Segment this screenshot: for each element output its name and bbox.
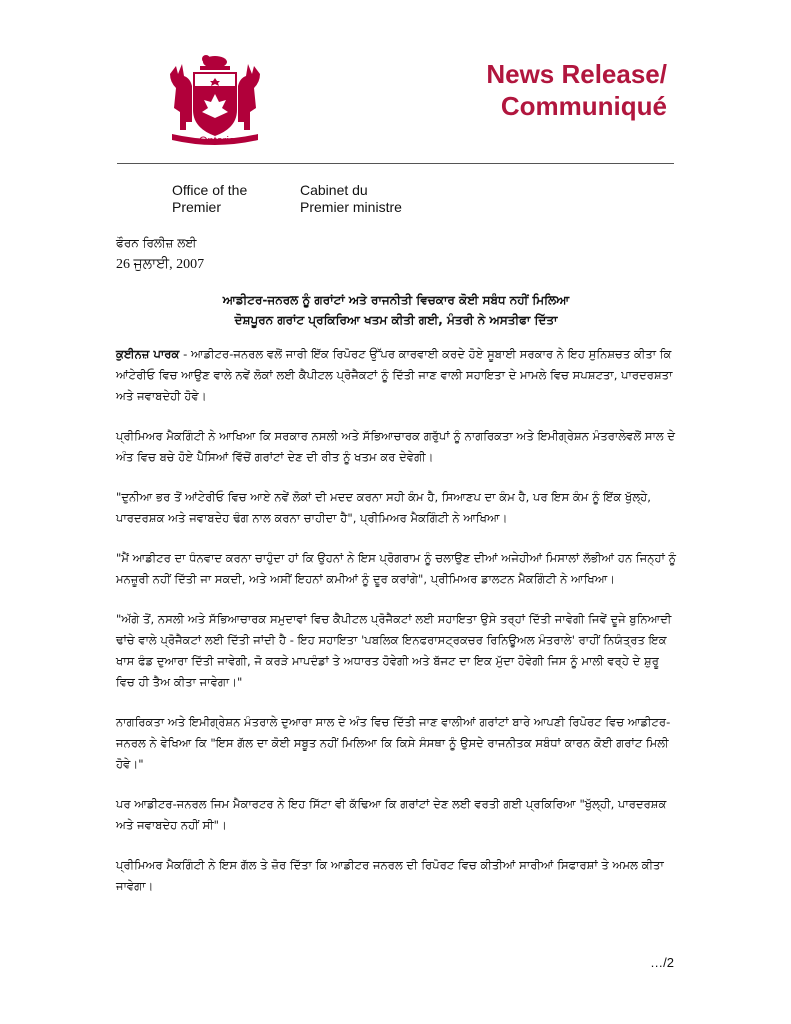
headline [116, 290, 676, 330]
office-english [172, 182, 247, 216]
headline-line-1: ਆਡੀਟਰ-ਜਨਰਲ ਨੂੰ ਗਰਾਂਟਾਂ ਅਤੇ ਰਾਜਨੀਤੀ ਵਿਚਕਾਰ ਕੋਈ ਸਬੰਧ ਨਹੀਂ ਮਿਲਿਆ [222, 293, 570, 307]
dateline: ਕੁਈਨਜ਼ ਪਾਰਕ [116, 347, 180, 361]
office-en-line-2: Premier [172, 199, 222, 215]
office-en-line-1: Office of the [172, 182, 248, 198]
title-line-1: News Release/ [486, 59, 667, 89]
paragraph-4: "ਮੈਂ ਆਡੀਟਰ ਦਾ ਧੰਨਵਾਦ ਕਰਨਾ ਚਾਹੁੰਦਾ ਹਾਂ ਕਿ ਉਹਨਾਂ ਨੇ ਇਸ ਪ੍ਰੋਗਰਾਮ ਨੂੰ ਚਲਾਉਣ ਦੀਆਂ ਅਜੇਹੀਆਂ ਮਿਸਾਲਾਂ ਲੱਭੀਆਂ ਹਨ ਜਿਨ੍ਹਾਂ ਨੂੰ ਮਨਜ਼ੂਰੀ ਨਹੀਂ ਦਿੱਤੀ ਜਾ ਸਕਦੀ, ਅਤੇ ਅਸੀਂ ਇਹਨਾਂ ਕਮੀਆਂ ਨੂੰ ਦੂਰ ਕਰਾਂਗੇ", ਪ੍ਰੀਮਿਅਰ ਡਾਲਟਨ ਮੈਕਗਿੰਟੀ ਨੇ ਆਖਿਆ। [116, 551, 677, 586]
paragraph-1 [116, 344, 678, 407]
ontario-logo-word: Ontario [198, 135, 236, 147]
office-fr-line-2: Premier ministre [300, 199, 402, 215]
article-body [116, 344, 678, 916]
paragraph-2: ਪ੍ਰੀਮਿਅਰ ਮੈਕਗਿੰਟੀ ਨੇ ਆਖਿਆ ਕਿ ਸਰਕਾਰ ਨਸਲੀ ਅਤੇ ਸੱਭਿਆਚਾਰਕ ਗਰੁੱਪਾਂ ਨੂੰ ਨਾਗਰਿਕਤਾ ਅਤੇ ਇਮੀਗ੍ਰੇਸ਼ਨ ਮੰਤਰਾਲੇਵਲੋਂ ਸਾਲ ਦੇ ਅੰਤ ਵਿਚ ਬਚੇ ਹੋਏ ਪੈਸਿਆਂ ਵਿੱਚੋਂ ਗਰਾਂਟਾਂ ਦੇਣ ਦੀ ਰੀਤ ਨੂੰ ਖਤਮ ਕਰ ਦੇਵੇਗੀ। [116, 429, 676, 464]
headline-line-2: ਦੋਸ਼ਪੂਰਨ ਗਰਾਂਟ ਪ੍ਰਕਿਰਿਆ ਖਤਮ ਕੀਤੀ ਗਈ, ਮੰਤਰੀ ਨੇ ਅਸਤੀਫਾ ਦਿੱਤਾ [234, 313, 558, 327]
paragraph-3: "ਦੁਨੀਆ ਭਰ ਤੋਂ ਆਂਟੇਰੀਓ ਵਿਚ ਆਏ ਨਵੇਂ ਲੋਕਾਂ ਦੀ ਮਦਦ ਕਰਨਾ ਸਹੀ ਕੰਮ ਹੈ, ਸਿਆਣਪ ਦਾ ਕੰਮ ਹੈ, ਪਰ ਇਸ ਕੰਮ ਨੂੰ ਇੱਕ ਖੁੱਲ੍ਹੇ, ਪਾਰਦਰਸ਼ਕ ਅਤੇ ਜਵਾਬਦੇਹ ਢੰਗ ਨਾਲ ਕਰਨਾ ਚਾਹੀਦਾ ਹੈ", ਪ੍ਰੀਮਿਅਰ ਮੈਕਗਿੰਟੀ ਨੇ ਆਖਿਆ। [116, 490, 651, 525]
news-release-title [486, 58, 667, 122]
paragraph-8: ਪ੍ਰੀਮਿਅਰ ਮੈਕਗਿੰਟੀ ਨੇ ਇਸ ਗੱਲ ਤੇ ਜ਼ੋਰ ਦਿੱਤਾ ਕਿ ਆਡੀਟਰ ਜਨਰਲ ਦੀ ਰਿਪੋਰਟ ਵਿਚ ਕੀਤੀਆਂ ਸਾਰੀਆਂ ਸਿਫਾਰਸ਼ਾਂ ਤੇ ਅਮਲ ਕੀਤਾ ਜਾਵੇਗਾ। [116, 858, 664, 893]
paragraph-5: "ਅੱਗੇ ਤੋਂ, ਨਸਲੀ ਅਤੇ ਸੱਭਿਆਚਾਰਕ ਸਮੁਦਾਵਾਂ ਵਿਚ ਕੈਪੀਟਲ ਪ੍ਰੋਜੈਕਟਾਂ ਲਈ ਸਹਾਇਤਾ ਉਸੇ ਤਰ੍ਹਾਂ ਦਿੱਤੀ ਜਾਵੇਗੀ ਜਿਵੇਂ ਦੂਜੇ ਬੁਨਿਆਦੀ ਢਾਂਚੇ ਵਾਲੇ ਪ੍ਰੋਜੈਕਟਾਂ ਲਈ ਦਿੱਤੀ ਜਾਂਦੀ ਹੈ - ਇਹ ਸਹਾਇਤਾ 'ਪਬਲਿਕ ਇਨਫਰਾਸਟ੍ਰਕਚਰ ਰਿਨਿਊਅਲ ਮੰਤਰਾਲੇ' ਰਾਹੀਂ ਨਿਯੰਤ੍ਰਤ ਇਕ ਖਾਸ ਫੰਡ ਦੁਆਰਾ ਦਿੱਤੀ ਜਾਵੇਗੀ, ਜੋ ਕਰੜੇ ਮਾਪਦੰਡਾਂ ਤੇ ਅਧਾਰਤ ਹੋਵੇਗੀ ਅਤੇ ਬੱਜਟ ਦਾ ਇਕ ਮੁੱਦਾ ਹੋਵੇਗੀ ਜਿਸ ਨੂੰ ਮਾਲੀ ਵਰ੍ਹੇ ਦੇ ਸ਼ੁਰੂ ਵਿਚ ਹੀ ਤੈਅ ਕੀਤਾ ਜਾਵੇਗਾ।" [116, 612, 672, 689]
page-marker: …/2 [650, 955, 674, 970]
release-note: ਫੌਰਨ ਰਿਲੀਜ਼ ਲਈ [116, 236, 197, 250]
release-date: 26 ਜੁਲਾਈ, 2007 [116, 257, 205, 272]
paragraph-7: ਪਰ ਆਡੀਟਰ-ਜਨਰਲ ਜਿਮ ਮੈਕਾਰਟਰ ਨੇ ਇਹ ਸਿੱਟਾ ਵੀ ਕੱਢਿਆ ਕਿ ਗਰਾਂਟਾਂ ਦੇਣ ਲਈ ਵਰਤੀ ਗਈ ਪ੍ਰਕਿਰਿਆ "ਖੁੱਲ੍ਹੀ, ਪਾਰਦਰਸ਼ਕ ਅਤੇ ਜਵਾਬਦੇਹ ਨਹੀਂ ਸੀ"। [116, 797, 667, 832]
header-divider [117, 163, 674, 164]
office-french [300, 182, 402, 216]
paragraph-6: ਨਾਗਰਿਕਤਾ ਅਤੇ ਇਮੀਗ੍ਰੇਸ਼ਨ ਮੰਤਰਾਲੇ ਦੁਆਰਾ ਸਾਲ ਦੇ ਅੰਤ ਵਿਚ ਦਿੱਤੀ ਜਾਣ ਵਾਲੀਆਂ ਗਰਾਂਟਾਂ ਬਾਰੇ ਆਪਣੀ ਰਿਪੋਰਟ ਵਿਚ ਆਡੀਟਰ-ਜਨਰਲ ਨੇ ਵੇਖਿਆ ਕਿ "ਇਸ ਗੱਲ ਦਾ ਕੋਈ ਸਬੂਤ ਨਹੀਂ ਮਿਲਿਆ ਕਿ ਕਿਸੇ ਸੰਸਥਾ ਨੂੰ ਉਸਦੇ ਰਾਜਨੀਤਕ ਸਬੰਧਾਂ ਕਾਰਨ ਕੋਈ ਗਰਾਂਟ ਮਿਲੀ ਹੋਵੇ।" [116, 715, 671, 771]
office-fr-line-1: Cabinet du [300, 182, 368, 198]
title-line-2: Communiqué [500, 91, 667, 121]
paragraph-1-text: - ਆਡੀਟਰ-ਜਨਰਲ ਵਲੋਂ ਜਾਰੀ ਇੱਕ ਰਿਪੋਰਟ ਉੱਪਰ ਕਾਰਵਾਈ ਕਰਦੇ ਹੋਏ ਸੂਬਾਈ ਸਰਕਾਰ ਨੇ ਇਹ ਸੁਨਿਸ਼ਚਤ ਕੀਤਾ ਕਿ ਆਂਟੇਰੀਓ ਵਿਚ ਆਉਣ ਵਾਲੇ ਨਵੇਂ ਲੋਕਾਂ ਲਈ ਕੈਪੀਟਲ ਪ੍ਰੋਜੈਕਟਾਂ ਨੂੰ ਦਿੱਤੀ ਜਾਣ ਵਾਲੀ ਸਹਾਇਤਾ ਦੇ ਮਾਮਲੇ ਵਿਚ ਸਪਸ਼ਟਤਾ, ਪਾਰਦਰਸ਼ਤਾ ਅਤੇ ਜਵਾਬਦੇਹੀ ਹੋਵੇ। [116, 347, 673, 403]
